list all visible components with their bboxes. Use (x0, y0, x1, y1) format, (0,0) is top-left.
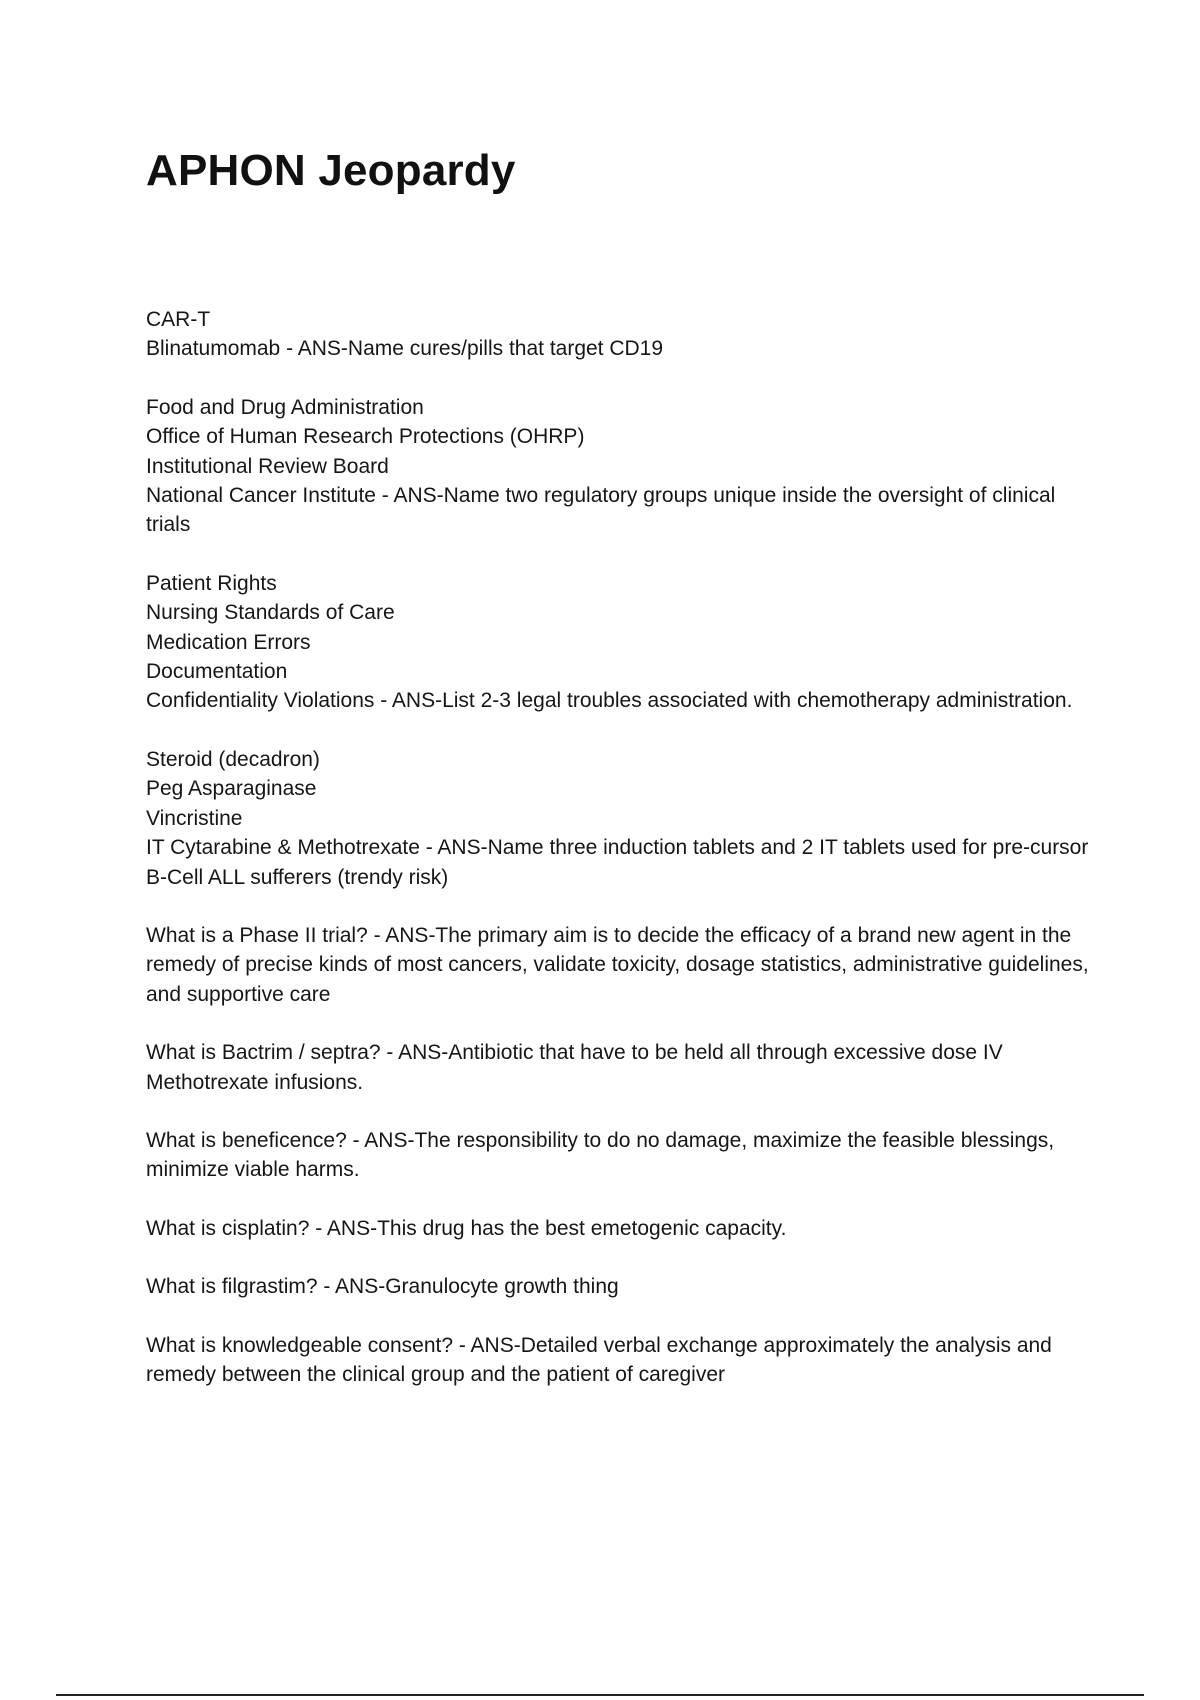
qa-block (146, 745, 1096, 892)
text-line: Food and Drug Administration (146, 395, 424, 419)
text-line: What is beneficence? - ANS-The responsibility to do no damage, maximize the feasible blessings, minimize viable harms. (146, 1128, 1055, 1182)
qa-block (146, 1038, 1096, 1097)
text-line: National Cancer Institute - ANS-Name two regulatory groups unique inside the oversight of clinical trials (146, 484, 1056, 537)
text-line: IT Cytarabine & Methotrexate - ANS-Name three induction tablets and 2 IT tablets used for pre-cursor B-Cell ALL sufferers (trendy risk) (146, 836, 1089, 889)
qa-block (146, 569, 1096, 716)
text-line: Documentation (146, 660, 288, 684)
text-line: CAR-T (146, 308, 211, 331)
text-line: Office of Human Research Protections (OHRP) (146, 425, 585, 449)
text-line: Medication Errors (146, 630, 311, 654)
qa-block (146, 393, 1096, 540)
document-body (146, 305, 1096, 1418)
qa-block (146, 921, 1096, 1009)
text-line: Patient Rights (146, 571, 277, 595)
text-line: What is Bactrim / septra? - ANS-Antibiotic that have to be held all through excessive dose IV Methotrexate infusions. (146, 1041, 1003, 1094)
text-line: Peg Asparaginase (146, 777, 317, 801)
document-title: APHON Jeopardy (146, 146, 516, 195)
text-line: What is cisplatin? - ANS-This drug has the best emetogenic capacity. (146, 1216, 787, 1240)
text-line: What is filgrastim? - ANS-Granulocyte growth thing (146, 1275, 619, 1299)
text-line: Steroid (decadron) (146, 747, 320, 771)
qa-block (146, 1126, 1096, 1185)
text-line: Vincristine (146, 806, 243, 830)
text-line: Institutional Review Board (146, 454, 389, 478)
footer-divider (56, 1694, 1144, 1696)
text-line: What is a Phase II trial? - ANS-The primary aim is to decide the efficacy of a brand new agent in the remedy of precise kinds of most cancers, validate toxicity, dosage statistics, administrative guidelines, and supportive care (146, 923, 1089, 1006)
qa-block (146, 1272, 1096, 1301)
qa-block (146, 1214, 1096, 1243)
qa-block (146, 305, 1096, 364)
qa-block (146, 1331, 1096, 1390)
text-line: What is knowledgeable consent? - ANS-Detailed verbal exchange approximately the analysis and remedy between the clinical group and the patient of caregiver (146, 1333, 1052, 1386)
text-line: Nursing Standards of Care (146, 601, 395, 625)
text-line: Confidentiality Violations - ANS-List 2-3 legal troubles associated with chemotherapy administration. (146, 689, 1073, 713)
text-line: Blinatumomab - ANS-Name cures/pills that target CD19 (146, 337, 664, 361)
